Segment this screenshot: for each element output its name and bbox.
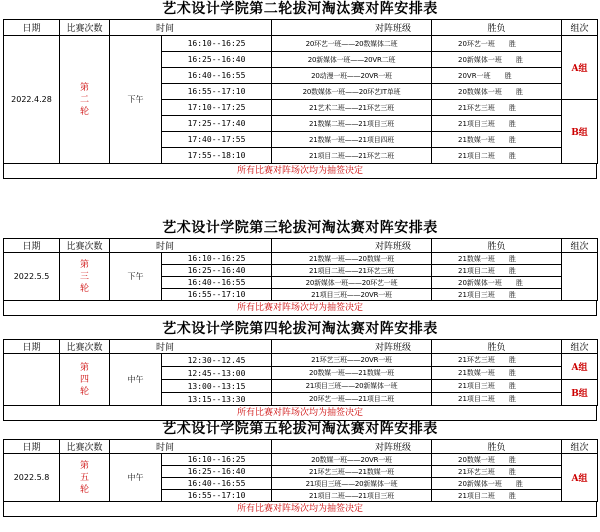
- match-time: 13:15--13:30: [162, 393, 272, 406]
- match-time: 16:25--16:40: [162, 466, 272, 478]
- round-label: [60, 36, 110, 164]
- match-date: [4, 354, 60, 406]
- round-char: 第: [79, 82, 89, 93]
- round-char: 轮: [79, 106, 89, 117]
- match-time: 16:25--16:40: [162, 265, 272, 277]
- match-time: 17:10--17:25: [162, 100, 272, 116]
- match-time: 16:10--16:25: [162, 36, 272, 52]
- match-result: 21项目二班 胜: [432, 393, 562, 406]
- match-result: 21项目二班 胜: [432, 490, 562, 502]
- match-pairing: 20数媒一班——21数媒一班: [272, 367, 432, 380]
- header-match: 对阵班级: [272, 440, 432, 454]
- header-date: 日期: [4, 340, 60, 354]
- header-date: 日期: [4, 440, 60, 454]
- header-round: 比赛次数: [60, 340, 110, 354]
- draw-note: 所有比赛对阵场次均为抽签决定: [3, 502, 597, 517]
- match-pairing: 21项目二班——21项目三班: [272, 490, 432, 502]
- match-result: 21项目二班 胜: [432, 148, 562, 164]
- match-date: 2022.4.28: [4, 36, 60, 164]
- round-char: 第: [79, 460, 89, 471]
- match-time: 16:55--17:10: [162, 84, 272, 100]
- schedule-table: [3, 439, 598, 502]
- draw-note: 所有比赛对阵场次均为抽签决定: [3, 164, 597, 179]
- round-char: 轮: [79, 283, 89, 294]
- match-result: 20新媒体一班 胜: [432, 277, 562, 289]
- match-result: 21项目三班 胜: [432, 116, 562, 132]
- header-result: 胜负: [432, 20, 562, 36]
- draw-note: 所有比赛对阵场次均为抽签决定: [3, 406, 597, 421]
- header-result: 胜负: [432, 340, 562, 354]
- match-time: 16:40--16:55: [162, 68, 272, 84]
- group-cell: [562, 253, 598, 301]
- match-time: 17:25--17:40: [162, 116, 272, 132]
- header-result: 胜负: [432, 440, 562, 454]
- time-of-day: 中午: [110, 454, 162, 502]
- header-group: 组次: [562, 239, 598, 253]
- time-of-day: 下午: [110, 36, 162, 164]
- match-pairing: 21数媒二班——21项目三班: [272, 116, 432, 132]
- match-row: [4, 454, 598, 466]
- match-pairing: 21项目二班——21环艺三班: [272, 265, 432, 277]
- match-time: 17:55--18:10: [162, 148, 272, 164]
- match-time: 12:30--12.45: [162, 354, 272, 367]
- header-time: 时间: [110, 239, 272, 253]
- header-date: 日期: [4, 20, 60, 36]
- match-row: [4, 36, 598, 52]
- group-label: A组: [562, 454, 598, 502]
- match-time: 16:55--17:10: [162, 289, 272, 301]
- header-round: 比赛次数: [60, 440, 110, 454]
- match-result: 21项目三班 胜: [432, 289, 562, 301]
- header-date: 日期: [4, 239, 60, 253]
- schedule-table: [3, 339, 598, 406]
- round-char: 五: [79, 472, 89, 483]
- header-group: 组次: [562, 440, 598, 454]
- group-label: B组: [562, 380, 598, 406]
- round-char: 二: [79, 94, 89, 105]
- schedule-section: [3, 219, 597, 316]
- match-result: 20VR一班 胜: [432, 68, 562, 84]
- match-result: 20新媒体一班 胜: [432, 478, 562, 490]
- match-pairing: 21项目三班——20新媒体一班: [272, 380, 432, 393]
- match-time: 16:55--17:10: [162, 490, 272, 502]
- round-char: 四: [79, 374, 89, 385]
- match-time: 12:45--13:00: [162, 367, 272, 380]
- group-label: A组: [562, 36, 598, 100]
- header-row: [4, 340, 598, 354]
- schedule-title: 艺术设计学院第三轮拔河淘汰赛对阵安排表: [162, 220, 438, 236]
- match-result: 20数媒体一班 胜: [432, 84, 562, 100]
- match-pairing: 21项目三班——20新媒体一班: [272, 478, 432, 490]
- header-match: 对阵班级: [272, 20, 432, 36]
- round-label: [60, 253, 110, 301]
- header-match: 对阵班级: [272, 239, 432, 253]
- round-char: 第: [79, 362, 89, 373]
- round-char: 轮: [79, 484, 89, 495]
- match-pairing: 20数媒一班——20VR一班: [272, 454, 432, 466]
- match-time: 16:25--16:40: [162, 52, 272, 68]
- match-pairing: 21数媒一班——20数媒一班: [272, 253, 432, 265]
- match-result: 21环艺三班 胜: [432, 354, 562, 367]
- match-result: 21数媒一班 胜: [432, 132, 562, 148]
- match-time: 16:10--16:25: [162, 253, 272, 265]
- match-result: 20环艺一班 胜: [432, 36, 562, 52]
- match-pairing: 21项目三班——20VR一班: [272, 289, 432, 301]
- match-pairing: 21数媒一班——21项目四班: [272, 132, 432, 148]
- schedule-table: [3, 238, 598, 301]
- match-row: [4, 354, 598, 367]
- schedule-table: [3, 19, 598, 164]
- draw-note: 所有比赛对阵场次均为抽签决定: [3, 301, 597, 316]
- round-label: [60, 354, 110, 406]
- schedule-section: [3, 0, 597, 179]
- header-match: 对阵班级: [272, 340, 432, 354]
- group-label: B组: [562, 100, 598, 164]
- header-row: [4, 20, 598, 36]
- match-result: 21数媒一班 胜: [432, 367, 562, 380]
- time-of-day: 中午: [110, 354, 162, 406]
- schedule-section: [3, 420, 597, 517]
- header-round: 比赛次数: [60, 20, 110, 36]
- group-label: A组: [562, 354, 598, 380]
- match-result: 21项目二班 胜: [432, 265, 562, 277]
- schedule-title: 艺术设计学院第五轮拔河淘汰赛对阵安排表: [162, 421, 438, 437]
- match-date: 2022.5.5: [4, 253, 60, 301]
- match-pairing: 20动漫一班——20VR一班: [272, 68, 432, 84]
- header-row: [4, 440, 598, 454]
- match-pairing: 20新媒体一班——20VR二班: [272, 52, 432, 68]
- header-row: [4, 239, 598, 253]
- match-result: 21数媒一班 胜: [432, 253, 562, 265]
- match-time: 16:10--16:25: [162, 454, 272, 466]
- header-group: 组次: [562, 20, 598, 36]
- match-time: 17:40--17:55: [162, 132, 272, 148]
- match-result: 21项目三班 胜: [432, 380, 562, 393]
- match-time: 13:00--13:15: [162, 380, 272, 393]
- header-time: 时间: [110, 20, 272, 36]
- match-date: 2022.5.8: [4, 454, 60, 502]
- match-time: 16:40--16:55: [162, 277, 272, 289]
- match-pairing: 21环艺三班——20VR一班: [272, 354, 432, 367]
- match-pairing: 21艺术二班——21环艺三班: [272, 100, 432, 116]
- schedule-section: [3, 320, 597, 421]
- match-pairing: 21项目二班——21环艺二班: [272, 148, 432, 164]
- header-round: 比赛次数: [60, 239, 110, 253]
- match-result: 21环艺三班 胜: [432, 466, 562, 478]
- round-char: 第: [79, 259, 89, 270]
- schedule-title: 艺术设计学院第二轮拔河淘汰赛对阵安排表: [162, 1, 438, 17]
- match-pairing: 20数媒体一班——20环艺IT单班: [272, 84, 432, 100]
- match-row: [4, 253, 598, 265]
- round-label: [60, 454, 110, 502]
- match-pairing: 20新媒体一班——20环艺一班: [272, 277, 432, 289]
- header-result: 胜负: [432, 239, 562, 253]
- round-char: 轮: [79, 386, 89, 397]
- header-time: 时间: [110, 440, 272, 454]
- match-result: 20新媒体一班 胜: [432, 52, 562, 68]
- header-group: 组次: [562, 340, 598, 354]
- match-result: 21环艺三班 胜: [432, 100, 562, 116]
- match-pairing: 20环艺一班——20数媒体二班: [272, 36, 432, 52]
- match-pairing: 20环艺一班——21项目二班: [272, 393, 432, 406]
- match-time: 16:40--16:55: [162, 478, 272, 490]
- round-char: 三: [79, 271, 89, 282]
- header-time: 时间: [110, 340, 272, 354]
- schedule-title: 艺术设计学院第四轮拔河淘汰赛对阵安排表: [162, 321, 438, 337]
- match-result: 20数媒一班 胜: [432, 454, 562, 466]
- time-of-day: 下午: [110, 253, 162, 301]
- match-pairing: 21环艺三班——21数媒一班: [272, 466, 432, 478]
